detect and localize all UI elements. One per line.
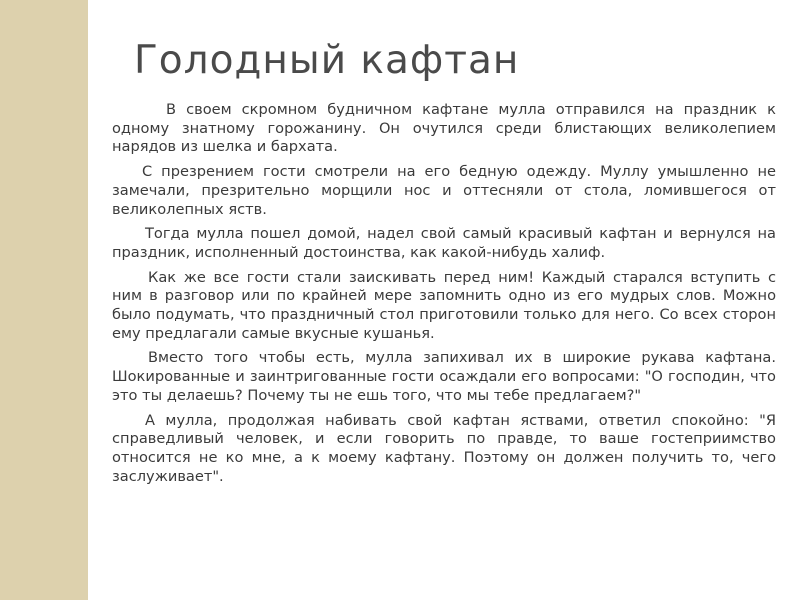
paragraph-4: Как же все гости стали заискивать перед ним! Каждый старался вступить с ним в разговор или по крайней мере запомнить одно из его мудрых слов. Можно было подумать, что праздничный стол приготовили только для него. Со всех сторон ему предлагали самые вкусные кушанья. xyxy=(112,268,776,342)
paragraph-2: С презрением гости смотрели на его бедную одежду. Муллу умышленно не замечали, презрительно морщили нос и оттесняли от стола, ломившегося от великолепных яств. xyxy=(112,163,776,218)
decorative-side-stripe xyxy=(0,0,88,600)
paragraph-6: А мулла, продолжая набивать свой кафтан яствами, ответил спокойно: "Я справедливый человек, и если говорить по правде, то ваше гостеприимство относится не ко мне, а к моему кафтану. Поэтому он должен получить то, чего заслуживает". xyxy=(112,411,776,485)
story-text xyxy=(112,101,776,492)
paragraph-5: Вместо того чтобы есть, мулла запихивал их в широкие рукава кафтана. Шокированные и заинтригованные гости осаждали его вопросами: "О господин, что это ты делаешь? Почему ты не ешь того, что мы тебе предлагаем?" xyxy=(112,349,776,404)
slide-title: Голодный кафтан xyxy=(134,38,520,83)
paragraph-3: Тогда мулла пошел домой, надел свой самый красивый кафтан и вернулся на праздник, исполненный достоинства, как какой-нибудь халиф. xyxy=(112,225,776,261)
paragraph-1: В своем скромном будничном кафтане мулла отправился на праздник к одному знатному горожанину. Он очутился среди блистающих великолепием нарядов из шелка и бархата. xyxy=(112,101,776,156)
